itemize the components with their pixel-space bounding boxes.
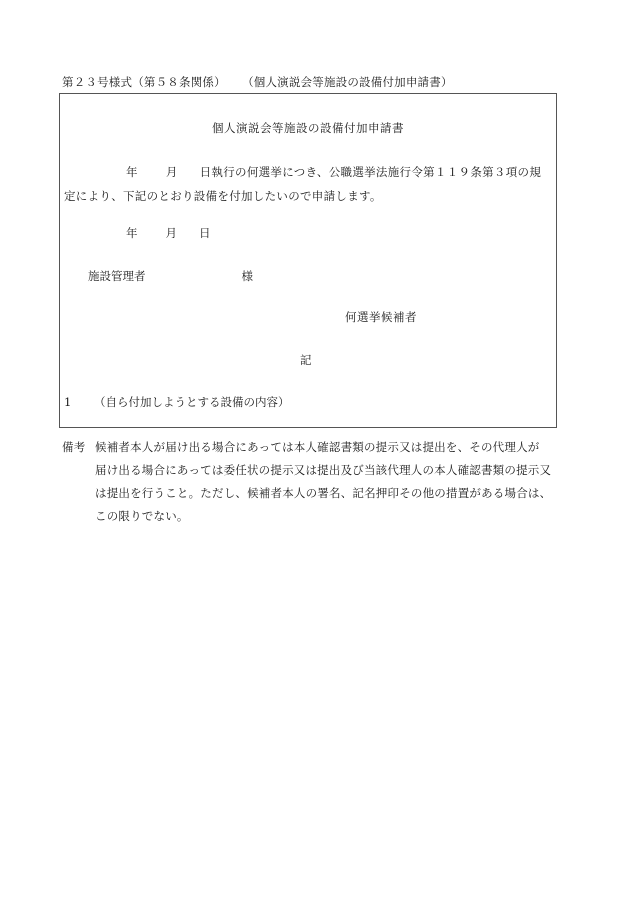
item-1 bbox=[64, 394, 290, 410]
form-subtitle: （個人演説会等施設の設備付加申請書） bbox=[247, 75, 453, 89]
intro-month: 月 bbox=[165, 165, 178, 179]
form-title: 個人演説会等施設の設備付加申請書 bbox=[212, 121, 404, 135]
facility-manager-label: 施設管理者 bbox=[88, 269, 146, 283]
remarks-line-1 bbox=[62, 436, 558, 459]
remarks-text-1: 候補者本人が届け出る場合にあっては本人確認書類の提示又は提出を、その代理人が bbox=[95, 440, 540, 454]
intro-paragraph bbox=[64, 160, 554, 208]
honorific-sama: 様 bbox=[241, 269, 253, 283]
date-day: 日 bbox=[199, 226, 211, 240]
remarks-section bbox=[62, 436, 558, 528]
intro-line1-rest: 日執行の何選挙につき、公職選挙法施行令第１１９条第３項の規 bbox=[199, 165, 542, 179]
date-line bbox=[126, 225, 211, 241]
item-text: （自ら付加しようとする設備の内容） bbox=[94, 395, 290, 409]
intro-year: 年 bbox=[126, 165, 138, 179]
application-form-box bbox=[59, 93, 557, 428]
remarks-label: 備考 bbox=[62, 440, 86, 454]
candidate-label: 何選挙候補者 bbox=[345, 310, 417, 324]
date-month: 月 bbox=[165, 226, 177, 240]
intro-line-1 bbox=[64, 160, 554, 184]
remarks-line-4: この限りでない。 bbox=[95, 509, 189, 523]
date-year: 年 bbox=[126, 226, 138, 240]
ki-heading: 記 bbox=[300, 353, 312, 367]
remarks-line-2: 届け出る場合にあっては委任状の提示又は提出及び当該代理人の本人確認書類の提示又 bbox=[95, 463, 552, 477]
intro-line-2: 定により、下記のとおり設備を付加したいので申請します。 bbox=[64, 189, 382, 203]
item-number: 1 bbox=[64, 395, 72, 409]
form-header bbox=[62, 74, 453, 90]
remarks-line-3: は提出を行うこと。ただし、候補者本人の署名、記名押印その他の措置がある場合は、 bbox=[95, 486, 552, 500]
form-number: 第２３号様式（第５８条関係） bbox=[62, 75, 226, 89]
facility-manager-line bbox=[88, 268, 253, 284]
